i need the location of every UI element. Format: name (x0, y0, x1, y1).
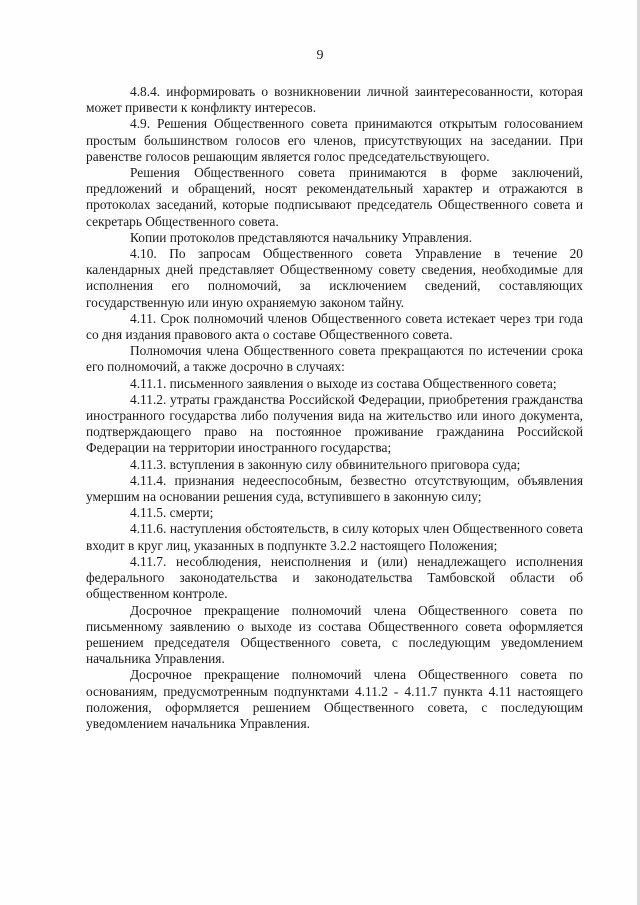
paragraph-4-9: 4.9. Решения Общественного совета принимаются открытым голосованием простым большинством голосов его членов, присутствующих на заседании. При равенстве голосов решающим является голос председательствующего. (86, 116, 583, 164)
paragraph-4-11-3: 4.11.3. вступления в законную силу обвинительного приговора суда; (130, 456, 521, 472)
document-body (86, 84, 583, 732)
paragraph-early-termination-statement: Досрочное прекращение полномочий члена Общественного совета по письменному заявлению о выходе из состава Общественного совета оформляется решением председателя Общественного совета, с последующим уведомлением начальника Управления. (86, 602, 583, 667)
paragraph-4-11-1: 4.11.1. письменного заявления о выходе из состава Общественного совета; (130, 375, 557, 391)
paragraph-4-11: 4.11. Срок полномочий членов Общественного совета истекает через три года со дня издания правового акта о составе Общественного совета. (86, 310, 583, 343)
paragraph-4-11-6: 4.11.6. наступления обстоятельств, в силу которых член Общественного совета входит в круг лиц, указанных в подпункте 3.2.2 настоящего Положения; (86, 521, 583, 553)
paragraph-4-11-7: 4.11.7. несоблюдения, неисполнения и (или) ненадлежащего исполнения федерального законодательства и законодательства Тамбовской области об общественном контроле. (86, 553, 583, 602)
paragraph-termination-intro: Полномочия члена Общественного совета прекращаются по истечении срока его полномочий, а также досрочно в случаях: (86, 343, 583, 375)
paragraph-protocol-copies: Копии протоколов представляются начальнику Управления. (130, 229, 473, 245)
paragraph-4-10: 4.10. По запросам Общественного совета Управление в течение 20 календарных дней представляет Общественному совету сведения, необходимые для исполнения его полномочий, за исключением сведений, составляющих государственную или иную охраняемую законом тайну. (86, 246, 583, 310)
page-number: 9 (316, 48, 324, 63)
paragraph-early-termination-grounds: Досрочное прекращение полномочий члена Общественного совета по основаниям, предусмотренным подпунктами 4.11.2 - 4.11.7 пункта 4.11 настоящего положения, оформляется решением Общественного совета, с последующим уведомлением начальника Управления. (86, 667, 583, 731)
paragraph-decisions-form: Решения Общественного совета принимаются в форме заключений, предложений и обращений, носят рекомендательный характер и отражаются в протоколах заседаний, которые подписывают председатель Общественного совета и секретарь Общественного совета. (86, 165, 583, 229)
paragraph-4-8-4: 4.8.4. информировать о возникновении личной заинтересованности, которая может привести к конфликту интересов. (86, 84, 583, 116)
paragraph-4-11-5: 4.11.5. смерти; (130, 505, 214, 521)
paragraph-4-11-4: 4.11.4. признания недееспособным, безвестно отсутствующим, объявления умершим на основании решения суда, вступившего в законную силу; (86, 472, 583, 505)
paragraph-4-11-2: 4.11.2. утраты гражданства Российской Федерации, приобретения гражданства иностранного государства либо получения вида на жительство или иного документа, подтверждающего право на постоянное проживание гражданина Российской Федерации на территории иностранного государства; (86, 391, 583, 456)
